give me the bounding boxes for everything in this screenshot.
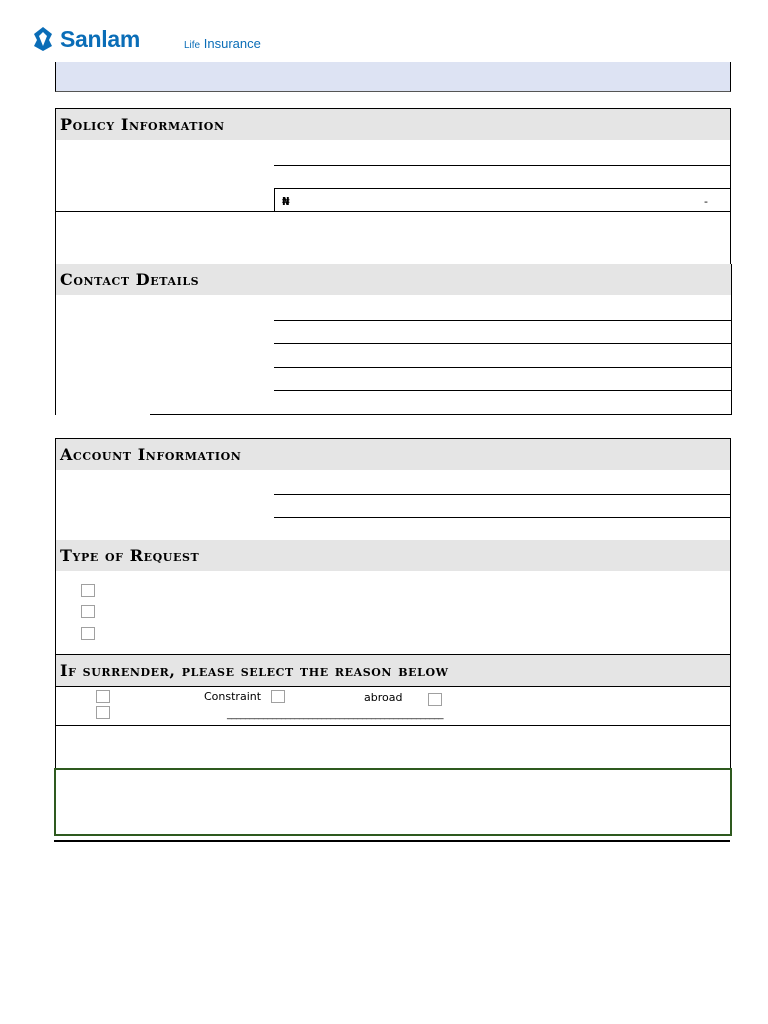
currency-symbol: ₦ [282, 195, 290, 208]
surrender-section [55, 654, 731, 726]
sanlam-logo [32, 26, 292, 56]
surrender-reason-2-label: abroad [364, 691, 403, 704]
contact-section [55, 264, 732, 415]
surrender-reason-other-checkbox[interactable] [96, 706, 110, 719]
surrender-reason-3-checkbox[interactable] [428, 693, 442, 706]
policy-field-divider [274, 188, 275, 211]
policy-field-line-1[interactable] [274, 165, 730, 166]
surrender-reason-2-checkbox[interactable] [271, 690, 285, 703]
sanlam-shield-icon [32, 26, 54, 52]
brand-name: Sanlam [60, 26, 141, 52]
surrender-title: If surrender, please select the reason below [60, 661, 449, 680]
request-option-3-checkbox[interactable] [81, 627, 95, 640]
surrender-reason-1-checkbox[interactable] [96, 690, 110, 703]
surrender-other-line[interactable]: ________________________________________________ [227, 709, 443, 720]
contact-header [56, 264, 731, 295]
account-title: Account Information [60, 445, 242, 464]
policy-section [55, 108, 731, 266]
brand-subtitle-main: Insurance [203, 36, 261, 51]
contact-field-line-5[interactable] [150, 414, 731, 415]
brand-subtitle [184, 36, 261, 51]
contact-field-line-2[interactable] [274, 343, 731, 344]
request-option-2-checkbox[interactable] [81, 605, 95, 618]
policy-section-divider [56, 211, 730, 212]
account-field-line-2[interactable] [274, 517, 730, 518]
contact-field-line-3[interactable] [274, 367, 731, 368]
request-title: Type of Request [60, 546, 200, 565]
contact-field-line-4[interactable] [274, 390, 731, 391]
request-header [56, 540, 730, 571]
title-bar [55, 62, 731, 92]
signature-box[interactable] [54, 768, 732, 836]
remarks-row [55, 724, 731, 768]
request-option-1-checkbox[interactable] [81, 584, 95, 597]
policy-field-line-2[interactable] [274, 188, 730, 189]
request-section [55, 540, 731, 655]
surrender-reason-1-label: Constraint [204, 690, 262, 703]
contact-title: Contact Details [60, 270, 200, 289]
bottom-rule [54, 840, 730, 842]
account-section [55, 438, 731, 542]
contact-field-line-1[interactable] [274, 320, 731, 321]
amount-dash: - [704, 195, 708, 208]
account-field-line-1[interactable] [274, 494, 730, 495]
policy-header [56, 109, 730, 140]
policy-title: Policy Information [60, 115, 225, 134]
brand-subtitle-small: Life [184, 40, 201, 51]
account-header [56, 439, 730, 470]
surrender-header [56, 655, 730, 687]
